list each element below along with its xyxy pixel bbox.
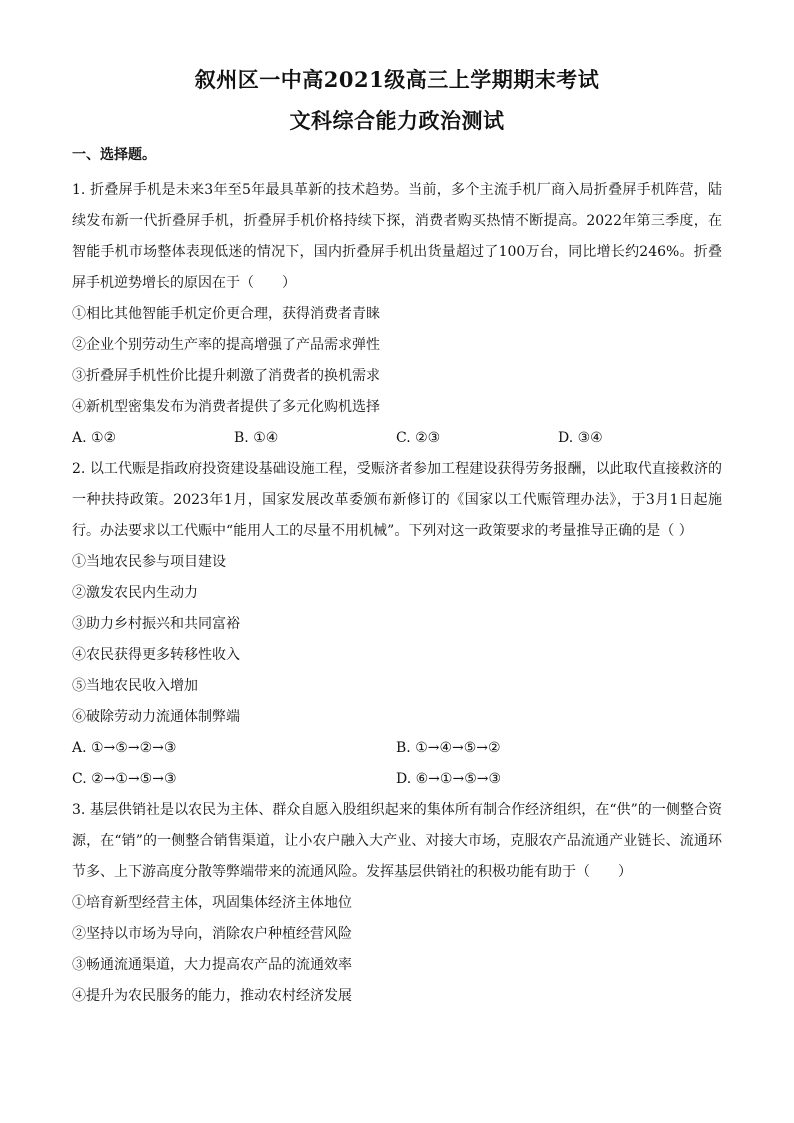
- question-1-choice-a: A. ①②: [72, 430, 117, 446]
- question-2-stem: 2. 以工代赈是指政府投资建设基础设施工程，受赈济者参加工程建设获得劳务报酬，以此取代直接救济的一种扶持政策。2023年1月，国家发展改革委颁布新修订的《国家以工代赈管理办法》，于3月1日起施行。办法要求以工代赈中“能用人工的尽量不用机械”。下列对这一政策要求的考量推导正确的是（ ）: [72, 461, 722, 539]
- question-3-statement-4: ④提升为农民服务的能力，推动农村经济发展: [72, 988, 352, 1004]
- question-2-choice-c: C. ②→①→⑤→③: [72, 771, 177, 787]
- question-1-choices: [72, 423, 722, 454]
- section-heading: 一、选择题。: [72, 147, 156, 163]
- question-2-statement-2: ②激发农民内生动力: [72, 585, 198, 601]
- question-1-statement-2: ②企业个别劳动生产率的提高增强了产品需求弹性: [72, 337, 380, 353]
- question-1-stem: 1. 折叠屏手机是未来3年至5年最具革新的技术趋势。当前，多个主流手机厂商入局折叠屏手机阵营，陆续发布新一代折叠屏手机，折叠屏手机价格持续下探，消费者购买热情不断提高。2022年第三季度，在智能手机市场整体表现低迷的情况下，国内折叠屏手机出货量超过了100万台，同比增长约246%。折叠屏手机逆势增长的原因在于（ ）: [72, 182, 722, 291]
- question-2-statement-3: ③助力乡村振兴和共同富裕: [72, 616, 240, 632]
- question-1-statement-4: ④新机型密集发布为消费者提供了多元化购机选择: [72, 399, 380, 415]
- question-2-choices-row-2: [72, 764, 722, 795]
- question-2-choice-b: B. ①→④→⑤→②: [396, 740, 501, 756]
- question-2-statement-1: ①当地农民参与项目建设: [72, 554, 226, 570]
- question-1-statement-1: ①相比其他智能手机定价更合理，获得消费者青睐: [72, 306, 380, 322]
- question-2-choices-row-1: [72, 733, 722, 764]
- question-1-choice-c: C. ②③: [396, 430, 441, 446]
- question-3-statement-3: ③畅通流通渠道，大力提高农产品的流通效率: [72, 957, 352, 973]
- question-2-statement-4: ④农民获得更多转移性收入: [72, 647, 240, 663]
- question-2-choice-a: A. ①→⑤→②→③: [72, 740, 177, 756]
- question-1-statement-3: ③折叠屏手机性价比提升刺激了消费者的换机需求: [72, 368, 380, 384]
- question-1-choice-d: D. ③④: [558, 430, 603, 446]
- exam-subtitle: 文科综合能力政治测试: [289, 108, 505, 133]
- question-2-statement-5: ⑤当地农民收入增加: [72, 678, 198, 694]
- question-2-choice-d: D. ⑥→①→⑤→③: [396, 771, 502, 787]
- question-3-statement-1: ①培育新型经营主体，巩固集体经济主体地位: [72, 895, 352, 911]
- question-2-statement-6: ⑥破除劳动力流通体制弊端: [72, 709, 240, 725]
- exam-title: 叙州区一中高2021级高三上学期期末考试: [194, 67, 600, 92]
- question-3: [72, 795, 722, 1012]
- question-3-stem: 3. 基层供销社是以农民为主体、群众自愿入股组织起来的集体所有制合作经济组织，在“供”的一侧整合资源，在“销”的一侧整合销售渠道，让小农户融入大产业、对接大市场，克服农产品流通产业链长、流通环节多、上下游高度分散等弊端带来的流通风险。发挥基层供销社的积极功能有助于（ ）: [72, 802, 722, 880]
- question-3-statement-2: ②坚持以市场为导向，消除农户种植经营风险: [72, 926, 352, 942]
- question-1: [72, 175, 722, 454]
- question-2: [72, 454, 722, 795]
- question-1-choice-b: B. ①④: [234, 430, 279, 446]
